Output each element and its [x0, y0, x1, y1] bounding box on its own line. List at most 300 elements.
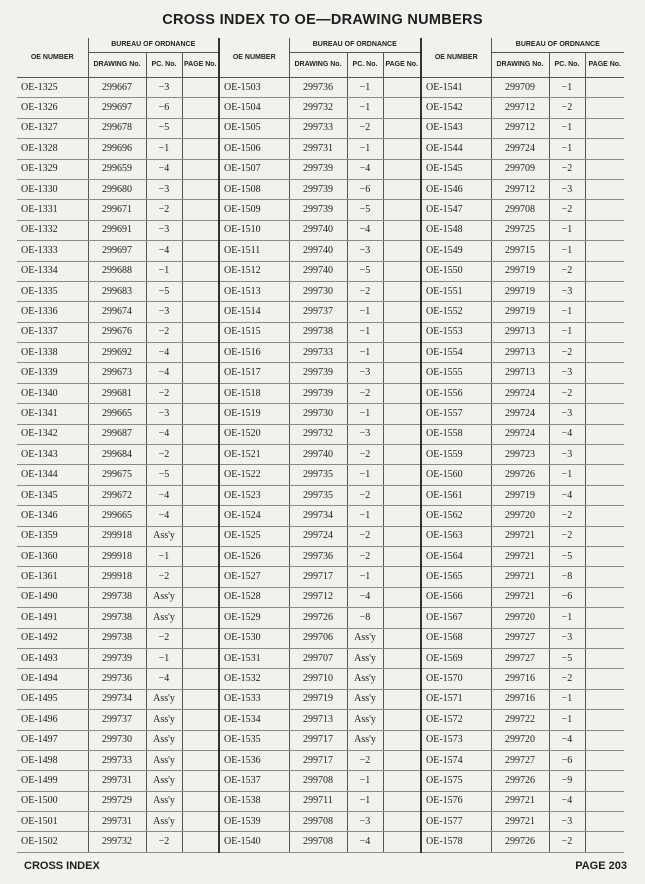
page-cell: [585, 343, 624, 363]
pc-cell: −6: [146, 98, 182, 118]
page-cell: [182, 812, 219, 832]
pc-cell: −1: [347, 465, 383, 485]
oe-cell: OE-1333: [17, 241, 88, 261]
drawing-no-header: DRAWING No.: [289, 53, 347, 78]
drawing-cell: 299713: [491, 363, 549, 383]
oe-cell: OE-1325: [17, 78, 88, 98]
pc-cell: −1: [146, 546, 182, 566]
drawing-cell: 299706: [289, 628, 347, 648]
page-cell: [585, 485, 624, 505]
drawing-cell: 299739: [289, 363, 347, 383]
drawing-cell: 299722: [491, 710, 549, 730]
page-cell: [383, 812, 421, 832]
page-cell: [182, 750, 219, 770]
oe-cell: OE-1503: [219, 78, 289, 98]
table-row: [17, 261, 624, 281]
oe-cell: OE-1491: [17, 608, 88, 628]
pc-cell: −1: [549, 465, 585, 485]
table-row: [17, 567, 624, 587]
page-cell: [585, 730, 624, 750]
oe-cell: OE-1542: [421, 98, 491, 118]
table-row: [17, 771, 624, 791]
pc-cell: −9: [549, 771, 585, 791]
oe-cell: OE-1538: [219, 791, 289, 811]
pc-cell: −1: [347, 98, 383, 118]
page-cell: [585, 383, 624, 403]
pc-cell: −1: [146, 261, 182, 281]
page-no-header: PAGE No.: [182, 53, 219, 78]
drawing-cell: 299665: [88, 404, 146, 424]
pc-cell: −1: [549, 710, 585, 730]
page-cell: [585, 791, 624, 811]
bureau-header: BUREAU OF ORDNANCE: [289, 38, 421, 53]
drawing-cell: 299708: [289, 832, 347, 852]
oe-cell: OE-1539: [219, 812, 289, 832]
pc-cell: Ass'y: [146, 771, 182, 791]
drawing-cell: 299726: [289, 608, 347, 628]
oe-cell: OE-1335: [17, 281, 88, 301]
pc-cell: −3: [549, 281, 585, 301]
drawing-cell: 299712: [491, 179, 549, 199]
oe-cell: OE-1337: [17, 322, 88, 342]
pc-cell: −1: [549, 322, 585, 342]
pc-cell: −2: [146, 445, 182, 465]
table-row: [17, 628, 624, 648]
drawing-cell: 299673: [88, 363, 146, 383]
page-cell: [585, 220, 624, 240]
page-cell: [182, 383, 219, 403]
drawing-cell: 299720: [491, 506, 549, 526]
pc-cell: −2: [347, 546, 383, 566]
drawing-cell: 299740: [289, 445, 347, 465]
drawing-cell: 299680: [88, 179, 146, 199]
page-cell: [585, 771, 624, 791]
oe-cell: OE-1557: [421, 404, 491, 424]
oe-cell: OE-1522: [219, 465, 289, 485]
page-cell: [383, 200, 421, 220]
oe-cell: OE-1572: [421, 710, 491, 730]
drawing-cell: 299709: [491, 78, 549, 98]
page-cell: [585, 118, 624, 138]
page-cell: [182, 404, 219, 424]
pc-cell: −4: [347, 587, 383, 607]
oe-cell: OE-1346: [17, 506, 88, 526]
drawing-cell: 299671: [88, 200, 146, 220]
pc-cell: −3: [146, 78, 182, 98]
drawing-cell: 299674: [88, 302, 146, 322]
table-row: [17, 220, 624, 240]
pc-cell: Ass'y: [146, 710, 182, 730]
table-row: [17, 648, 624, 668]
oe-cell: OE-1531: [219, 648, 289, 668]
pc-cell: −2: [347, 383, 383, 403]
oe-cell: OE-1533: [219, 689, 289, 709]
table-row: [17, 669, 624, 689]
oe-cell: OE-1524: [219, 506, 289, 526]
pc-cell: −3: [549, 628, 585, 648]
drawing-cell: 299713: [289, 710, 347, 730]
drawing-cell: 299719: [491, 485, 549, 505]
drawing-cell: 299675: [88, 465, 146, 485]
table-row: [17, 608, 624, 628]
page-cell: [585, 261, 624, 281]
oe-cell: OE-1506: [219, 139, 289, 159]
oe-cell: OE-1334: [17, 261, 88, 281]
page-cell: [383, 832, 421, 852]
pc-cell: −3: [146, 179, 182, 199]
pc-cell: Ass'y: [347, 730, 383, 750]
drawing-cell: 299713: [491, 322, 549, 342]
drawing-cell: 299691: [88, 220, 146, 240]
page-cell: [383, 689, 421, 709]
pc-cell: −1: [347, 322, 383, 342]
page-cell: [182, 220, 219, 240]
table-row: [17, 424, 624, 444]
oe-cell: OE-1528: [219, 587, 289, 607]
page-cell: [585, 98, 624, 118]
page-cell: [585, 78, 624, 98]
oe-cell: OE-1553: [421, 322, 491, 342]
pc-cell: −2: [146, 567, 182, 587]
drawing-cell: 299672: [88, 485, 146, 505]
pc-cell: Ass'y: [146, 689, 182, 709]
pc-cell: −1: [347, 791, 383, 811]
page-cell: [182, 302, 219, 322]
oe-cell: OE-1569: [421, 648, 491, 668]
page-cell: [182, 832, 219, 852]
oe-cell: OE-1490: [17, 587, 88, 607]
pc-cell: −1: [347, 771, 383, 791]
pc-cell: −3: [549, 445, 585, 465]
oe-cell: OE-1501: [17, 812, 88, 832]
oe-cell: OE-1508: [219, 179, 289, 199]
oe-cell: OE-1574: [421, 750, 491, 770]
table-row: [17, 832, 624, 852]
table-row: [17, 750, 624, 770]
pc-cell: −2: [146, 832, 182, 852]
pc-cell: −5: [146, 118, 182, 138]
pc-cell: −1: [347, 567, 383, 587]
drawing-cell: 299665: [88, 506, 146, 526]
oe-cell: OE-1361: [17, 567, 88, 587]
drawing-cell: 299696: [88, 139, 146, 159]
page-cell: [585, 302, 624, 322]
oe-cell: OE-1571: [421, 689, 491, 709]
table-row: [17, 281, 624, 301]
pc-cell: −3: [549, 812, 585, 832]
oe-cell: OE-1536: [219, 750, 289, 770]
drawing-cell: 299734: [88, 689, 146, 709]
page-cell: [585, 832, 624, 852]
pc-cell: −1: [347, 78, 383, 98]
drawing-cell: 299918: [88, 567, 146, 587]
oe-cell: OE-1336: [17, 302, 88, 322]
pc-cell: Ass'y: [146, 750, 182, 770]
page-cell: [383, 445, 421, 465]
oe-cell: OE-1562: [421, 506, 491, 526]
pc-cell: −4: [146, 363, 182, 383]
pc-cell: −2: [549, 506, 585, 526]
page-cell: [383, 710, 421, 730]
drawing-cell: 299726: [491, 832, 549, 852]
table-row: [17, 526, 624, 546]
drawing-cell: 299739: [289, 179, 347, 199]
pc-cell: −4: [146, 485, 182, 505]
drawing-cell: 299736: [88, 669, 146, 689]
page-cell: [585, 424, 624, 444]
pc-cell: −1: [347, 404, 383, 424]
pc-cell: −4: [146, 343, 182, 363]
page-cell: [585, 812, 624, 832]
page-cell: [585, 241, 624, 261]
page-cell: [182, 343, 219, 363]
oe-cell: OE-1505: [219, 118, 289, 138]
pc-cell: −2: [146, 383, 182, 403]
drawing-cell: 299738: [88, 608, 146, 628]
pc-cell: Ass'y: [347, 689, 383, 709]
oe-cell: OE-1498: [17, 750, 88, 770]
table-row: [17, 363, 624, 383]
oe-cell: OE-1345: [17, 485, 88, 505]
drawing-cell: 299717: [289, 567, 347, 587]
drawing-cell: 299739: [88, 648, 146, 668]
page-cell: [182, 281, 219, 301]
page-cell: [383, 526, 421, 546]
pc-cell: −4: [347, 220, 383, 240]
page-cell: [585, 710, 624, 730]
page-cell: [182, 710, 219, 730]
page-cell: [383, 546, 421, 566]
pc-cell: −4: [549, 730, 585, 750]
drawing-cell: 299712: [491, 118, 549, 138]
oe-cell: OE-1499: [17, 771, 88, 791]
pc-cell: −2: [549, 200, 585, 220]
oe-cell: OE-1517: [219, 363, 289, 383]
oe-cell: OE-1540: [219, 832, 289, 852]
oe-cell: OE-1537: [219, 771, 289, 791]
pc-cell: −3: [549, 404, 585, 424]
drawing-cell: 299729: [88, 791, 146, 811]
drawing-cell: 299717: [289, 750, 347, 770]
drawing-cell: 299730: [289, 281, 347, 301]
table-row: [17, 506, 624, 526]
oe-cell: OE-1552: [421, 302, 491, 322]
page-cell: [182, 98, 219, 118]
oe-cell: OE-1330: [17, 179, 88, 199]
pc-cell: −1: [347, 139, 383, 159]
drawing-cell: 299731: [88, 812, 146, 832]
oe-cell: OE-1551: [421, 281, 491, 301]
page-cell: [182, 771, 219, 791]
oe-cell: OE-1515: [219, 322, 289, 342]
page-cell: [383, 179, 421, 199]
drawing-cell: 299735: [289, 485, 347, 505]
page-cell: [182, 322, 219, 342]
oe-cell: OE-1510: [219, 220, 289, 240]
drawing-cell: 299721: [491, 526, 549, 546]
oe-cell: OE-1558: [421, 424, 491, 444]
pc-cell: −4: [549, 791, 585, 811]
oe-cell: OE-1573: [421, 730, 491, 750]
table-row: [17, 404, 624, 424]
drawing-cell: 299721: [491, 791, 549, 811]
oe-cell: OE-1331: [17, 200, 88, 220]
pc-cell: −1: [549, 241, 585, 261]
drawing-cell: 299724: [491, 139, 549, 159]
oe-cell: OE-1497: [17, 730, 88, 750]
oe-cell: OE-1507: [219, 159, 289, 179]
pc-cell: −4: [549, 485, 585, 505]
drawing-cell: 299721: [491, 587, 549, 607]
oe-cell: OE-1342: [17, 424, 88, 444]
drawing-cell: 299712: [289, 587, 347, 607]
oe-cell: OE-1518: [219, 383, 289, 403]
page-cell: [383, 567, 421, 587]
oe-cell: OE-1329: [17, 159, 88, 179]
oe-cell: OE-1359: [17, 526, 88, 546]
pc-cell: Ass'y: [347, 710, 383, 730]
drawing-cell: 299719: [491, 302, 549, 322]
page-cell: [383, 302, 421, 322]
pc-cell: −4: [146, 159, 182, 179]
table-row: [17, 689, 624, 709]
drawing-cell: 299676: [88, 322, 146, 342]
oe-cell: OE-1535: [219, 730, 289, 750]
drawing-cell: 299736: [289, 78, 347, 98]
oe-cell: OE-1494: [17, 669, 88, 689]
oe-cell: OE-1492: [17, 628, 88, 648]
pc-cell: Ass'y: [347, 648, 383, 668]
page-cell: [585, 445, 624, 465]
oe-cell: OE-1519: [219, 404, 289, 424]
page-cell: [383, 281, 421, 301]
table-row: [17, 139, 624, 159]
page-cell: [383, 424, 421, 444]
page-cell: [585, 750, 624, 770]
oe-cell: OE-1332: [17, 220, 88, 240]
oe-cell: OE-1526: [219, 546, 289, 566]
pc-cell: Ass'y: [146, 587, 182, 607]
pc-cell: −3: [146, 302, 182, 322]
table-row: [17, 322, 624, 342]
drawing-cell: 299727: [491, 628, 549, 648]
index-body: [17, 78, 624, 853]
drawing-cell: 299708: [289, 771, 347, 791]
page-cell: [383, 261, 421, 281]
page-cell: [585, 281, 624, 301]
page-cell: [383, 139, 421, 159]
page-cell: [585, 587, 624, 607]
oe-cell: OE-1529: [219, 608, 289, 628]
oe-number-header: OE NUMBER: [421, 38, 491, 78]
oe-cell: OE-1559: [421, 445, 491, 465]
drawing-cell: 299918: [88, 526, 146, 546]
table-row: [17, 179, 624, 199]
oe-cell: OE-1577: [421, 812, 491, 832]
oe-cell: OE-1546: [421, 179, 491, 199]
page-cell: [383, 220, 421, 240]
drawing-cell: 299692: [88, 343, 146, 363]
page-cell: [182, 546, 219, 566]
page-cell: [585, 608, 624, 628]
pc-cell: −5: [146, 465, 182, 485]
pc-cell: −2: [146, 322, 182, 342]
pc-cell: −6: [549, 587, 585, 607]
pc-cell: −3: [146, 220, 182, 240]
pc-cell: −8: [549, 567, 585, 587]
pc-cell: −3: [549, 363, 585, 383]
page-cell: [585, 526, 624, 546]
pc-cell: −2: [549, 669, 585, 689]
drawing-cell: 299740: [289, 220, 347, 240]
pc-cell: −1: [146, 139, 182, 159]
oe-cell: OE-1534: [219, 710, 289, 730]
page-cell: [383, 322, 421, 342]
page-cell: [383, 648, 421, 668]
page-cell: [383, 363, 421, 383]
oe-cell: OE-1556: [421, 383, 491, 403]
drawing-cell: 299724: [491, 404, 549, 424]
page-cell: [383, 628, 421, 648]
page-cell: [585, 322, 624, 342]
oe-number-header: OE NUMBER: [219, 38, 289, 78]
drawing-cell: 299733: [88, 750, 146, 770]
table-row: [17, 343, 624, 363]
pc-cell: −2: [549, 159, 585, 179]
pc-cell: −1: [549, 220, 585, 240]
page-cell: [383, 669, 421, 689]
pc-cell: −5: [347, 200, 383, 220]
pc-cell: −3: [347, 363, 383, 383]
drawing-cell: 299697: [88, 98, 146, 118]
page-no-header: PAGE No.: [585, 53, 624, 78]
oe-cell: OE-1513: [219, 281, 289, 301]
oe-cell: OE-1575: [421, 771, 491, 791]
pc-cell: −1: [347, 343, 383, 363]
page-cell: [383, 241, 421, 261]
oe-cell: OE-1554: [421, 343, 491, 363]
drawing-cell: 299721: [491, 567, 549, 587]
drawing-cell: 299730: [289, 404, 347, 424]
page-cell: [182, 791, 219, 811]
oe-cell: OE-1327: [17, 118, 88, 138]
drawing-cell: 299730: [88, 730, 146, 750]
pc-cell: −2: [146, 628, 182, 648]
drawing-cell: 299721: [491, 812, 549, 832]
page-cell: [182, 689, 219, 709]
page-cell: [585, 628, 624, 648]
page-cell: [585, 139, 624, 159]
pc-no-header: PC. No.: [347, 53, 383, 78]
page-cell: [182, 669, 219, 689]
pc-cell: −5: [347, 261, 383, 281]
page-cell: [585, 506, 624, 526]
drawing-cell: 299667: [88, 78, 146, 98]
drawing-cell: 299707: [289, 648, 347, 668]
drawing-cell: 299736: [289, 546, 347, 566]
pc-cell: −2: [347, 485, 383, 505]
drawing-cell: 299719: [289, 689, 347, 709]
pc-no-header: PC. No.: [549, 53, 585, 78]
oe-cell: OE-1344: [17, 465, 88, 485]
page-cell: [383, 750, 421, 770]
pc-cell: −2: [549, 98, 585, 118]
drawing-no-header: DRAWING No.: [491, 53, 549, 78]
oe-cell: OE-1509: [219, 200, 289, 220]
cross-index-table: [17, 38, 624, 853]
drawing-cell: 299738: [88, 587, 146, 607]
page-title: CROSS INDEX TO OE—DRAWING NUMBERS: [162, 12, 483, 28]
